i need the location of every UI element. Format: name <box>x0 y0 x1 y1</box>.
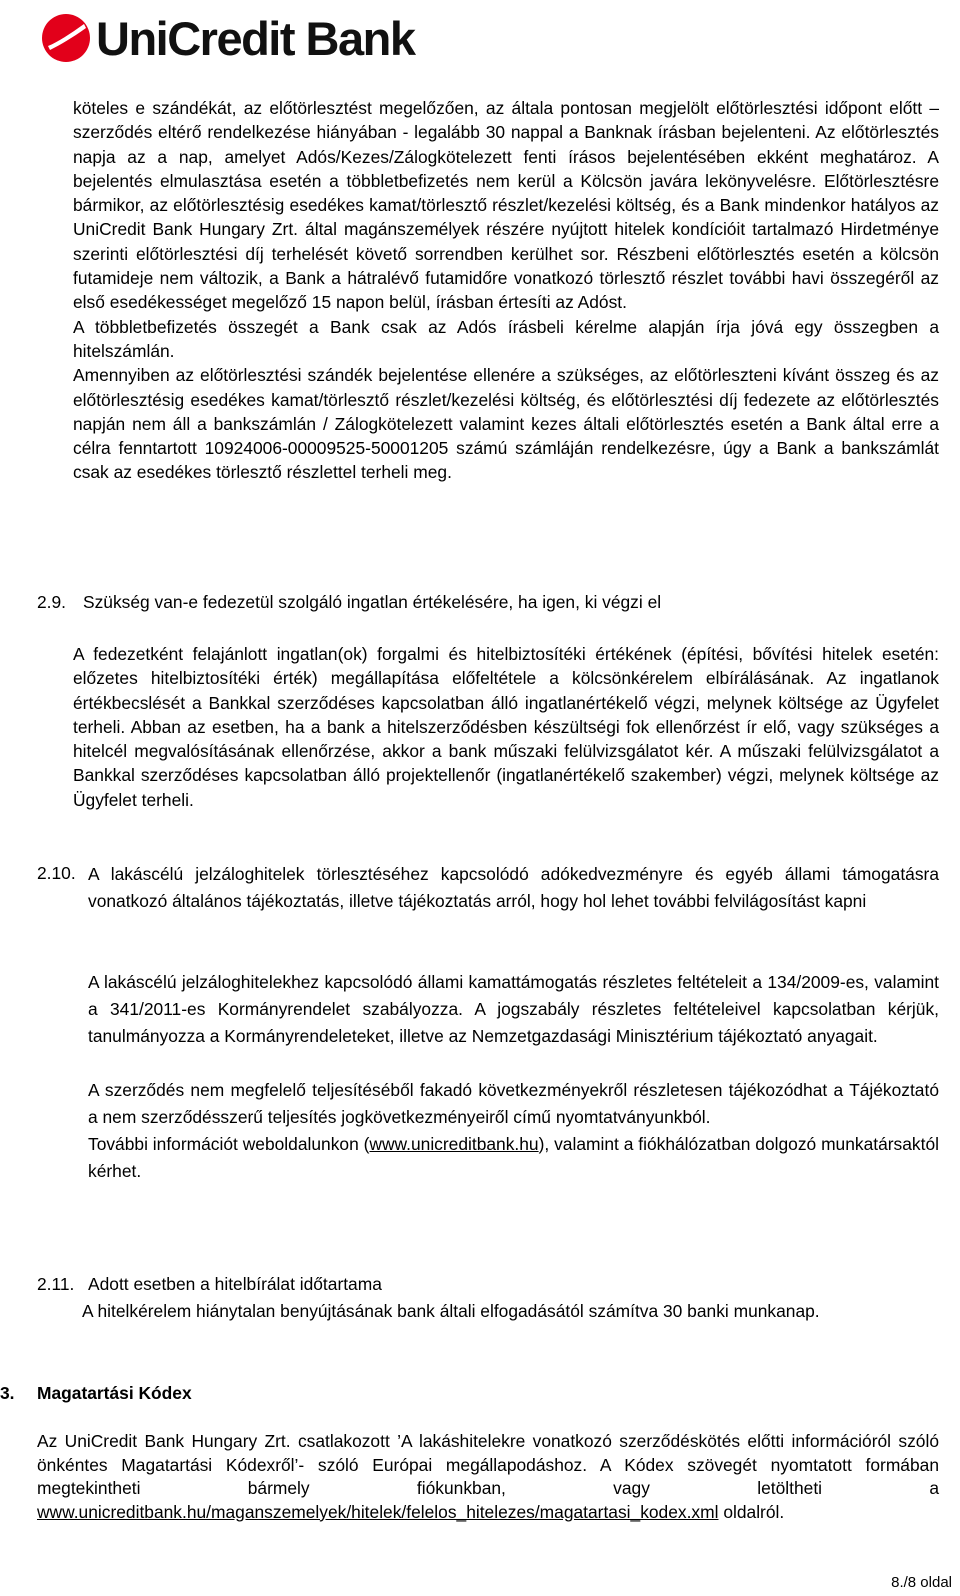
section-2-10-paragraph-3: További információt weboldalunkon (www.unicreditbank.hu), valamint a fiókhálózatban dolgozó munkatársaktól kérhet. <box>88 1134 939 1181</box>
section-3-body: Az UniCredit Bank Hungary Zrt. csatlakozott ’A lakáshitelekre vonatkozó szerződéskötés előtti információról szóló önkéntes Magatartási Kódexről’- szóló Európai megállapodáshoz. A Kódex szövegét nyomtatott formában megtekintheti bármely fiókunkban, vagy letöltheti a www.unicreditbank.hu/maganszemelyek/hitelek/felelos_hitelezes/magatartasi_kodex.xml oldalról. <box>37 1431 939 1522</box>
section-2-9-title: Szükség van-e fedezetül szolgáló ingatlan értékelésére, ha igen, ki végzi el <box>83 592 662 612</box>
section-2-11-body: A hitelkérelem hiánytalan benyújtásának bank általi elfogadásától számítva 30 banki munkanap. <box>82 1301 820 1321</box>
section-2-10-title: A lakáscélú jelzáloghitelek törlesztéséhez kapcsolódó adókedvezményre és egyéb állami támogatásra vonatkozó általános tájékoztatás, illetve tájékoztatás arról, hogy hol lehet további felvilágosítást kapni <box>88 864 939 911</box>
section-3-title: Magatartási Kódex <box>37 1383 192 1403</box>
section-3-paragraph: Az UniCredit Bank Hungary Zrt. csatlakozott ’A lakáshitelekre vonatkozó szerződéskötés előtti információról szóló önkéntes Magatartási Kódexről’- szóló Európai megállapodáshoz. A Kódex szövegét nyomtatott formában megtekintheti bármely fiókunkban, vagy letöltheti a <box>37 1431 939 1498</box>
section-2-11-title: Adott esetben a hitelbírálat időtartama <box>88 1274 382 1294</box>
code-of-conduct-link[interactable]: www.unicreditbank.hu/maganszemelyek/hitelek/felelos_hitelezes/magatartasi_kodex.xml <box>37 1501 719 1522</box>
unicredit-website-link[interactable]: www.unicreditbank.hu <box>369 1134 539 1154</box>
section-3-number: 3. <box>0 1383 15 1403</box>
page-number: 8./8 oldal <box>891 1574 952 1591</box>
section-2-10-number: 2.10. <box>37 863 76 883</box>
unicredit-logo-icon <box>40 12 92 64</box>
logo-wordmark: UniCredit Bank <box>96 11 415 65</box>
intro-paragraph-1: köteles e szándékát, az előtörlesztést megelőzően, az általa pontosan megjelölt előtörlesztési időpont előtt – szerződés eltérő rendelkezése hiányában - legalább 30 nappal a Banknak írásban bejelenteni. Az előtörlesztés napja az a nap, amelyet Adós/Kezes/Zálogkötelezett fenti írásos bejelentésében ekként meghatároz. A bejelentés elmulasztása esetén a többletbefizetés nem kerül a Kölcsön javára lekönyvelésre. Előtörlesztésre bármikor, az előtörlesztésig esedékes kamat/törlesztő részlet/kezelési költség, és a Bank mindenkor hatályos az UniCredit Bank Hungary Zrt. által magánszemélyek részére nyújtott hitelek kondícióit tartalmazó Hirdetménye szerinti előtörlesztési díj terhelését követő sorrendben kerülhet sor. Részbeni előtörlesztés esetén a kölcsön futamideje nem változik, a Bank a hátralévő futamidőre vonatkozó törlesztő részlet további havi összegéről az első esedékességet megelőző 15 napon belül, írásban értesíti az Adóst. <box>73 98 939 313</box>
section-2-10-paragraph-2: A szerződés nem megfelelő teljesítéséből fakadó következményekről részletesen tájékozódhat a Tájékoztató a nem szerződésszerű teljesítés jogkövetkezményeiről című nyomtatványunkból. <box>88 1080 939 1127</box>
section-2-9-paragraph: A fedezetként felajánlott ingatlan(ok) forgalmi és hitelbiztosítéki értékének (építési, bővítési hitelek esetén: előzetes hitelbiztosítéki érték) megállapítása előfeltétele a kölcsönkérelem elbírálásának. Az ingatlanok értékbecslését a Bankkal szerződéses kapcsolatban álló ingatlanértékelő végzi, melynek költsége az Ügyfelet terheli. Abban az esetben, ha a bank a hitelszerződésben készültségi fok ellenőrzést ír elő, vagy szükséges a hitelcél megvalósításának ellenőrzése, akkor a bank műszaki felülvizsgálatot kér. A műszaki felülvizsgálatot a Bankkal szerződéses kapcsolatban álló projektellenőr (ingatlanértékelő szakember) végzi, melynek költsége az Ügyfelet terheli. <box>73 644 939 810</box>
section-2-11-number: 2.11. <box>37 1274 75 1294</box>
intro-section <box>73 96 939 485</box>
section-2-10-paragraph-1: A lakáscélú jelzáloghitelekhez kapcsolódó állami kamattámogatás részletes feltételeit a 134/2009-es, valamint a 341/2011-es Kormányrendelet szabályozza. A jogszabály részletes feltételeivel kapcsolatban kérjük, tanulmányozza a Kormányrendeleteket, illetve az Nemzetgazdasági Minisztérium tájékoztató anyagait. <box>88 972 939 1046</box>
bank-logo <box>40 8 415 68</box>
intro-paragraph-2: A többletbefizetés összegét a Bank csak az Adós írásbeli kérelme alapján írja jóvá egy összegben a hitelszámlán. <box>73 316 939 361</box>
section-2-9-body <box>73 642 939 812</box>
section-2-9-number: 2.9. <box>37 592 67 612</box>
section-2-10-body <box>88 969 939 1185</box>
intro-paragraph-3: Amennyiben az előtörlesztési szándék bejelentése ellenére a szükséges, az előtörleszteni kívánt összeg és az előtörlesztésig esedékes kamat/törlesztő részlet/kezelési költség, és előtörlesztési díj fedezete az előtörlesztés napján nem áll a bankszámlán / Zálogkötelezett valamint kezes általi előtörlesztés esetén a Bank által erre a célra fenntartott 10924006-00009525-50001205 számú számláján rendelkezésre, úgy a Bank a bankszámlát csak az esedékes törlesztő részlettel terheli meg. <box>73 365 939 483</box>
